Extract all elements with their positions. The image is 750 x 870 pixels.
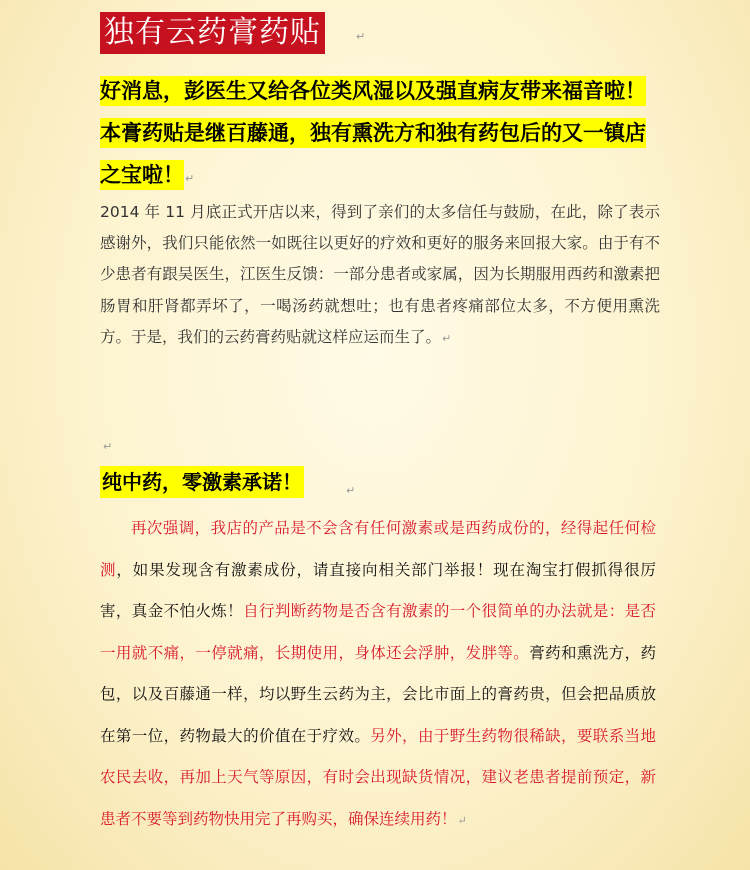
paragraph-mark: ↵ xyxy=(185,172,195,185)
paragraph-mark: ↵ xyxy=(103,440,113,453)
promise-text-black-2: 膏药和熏洗方，药包，以及百藤通一样，均以野生云药为主，会比市面上的膏药贵，但会把品质放在第一位，药物最大的价值在于疗效。 xyxy=(100,643,656,745)
page-title: 独有云药膏药贴 xyxy=(100,12,325,54)
paragraph-mark: ↵ xyxy=(457,813,467,827)
promise-paragraph xyxy=(100,508,656,841)
promise-text-red-3: 另外，由于野生药物很稀缺，要联系当地农民去收，再加上天气等原因，有时会出现缺货情况，建议老患者提前预定，新患者不要等到药物快用完了再购买，确保连续用药！ xyxy=(100,726,656,828)
promise-text-red-1: 再次强调，我店的产品是不会含有任何激素或是西药成份的，经得起任何检测 xyxy=(100,519,656,579)
intro-paragraph xyxy=(100,197,660,354)
headline xyxy=(100,70,660,200)
section-heading: 纯中药，零激素承诺！ xyxy=(100,466,304,498)
paragraph-mark: ↵ xyxy=(442,331,452,345)
intro-text: 2014 年 11 月底正式开店以来，得到了亲们的太多信任与鼓励，在此，除了表示感谢外，我们只能依然一如既往以更好的疗效和更好的服务来回报大家。由于有不少患者有跟吴医生，江医生反馈：一部分患者或家属，因为长期服用西药和激素把肠胃和肝肾都弄坏了，一喝汤药就想吐；也有患者疼痛部位太多，不方便用熏洗方。于是，我们的云药膏药贴就这样应运而生了。 xyxy=(100,203,660,346)
headline-text: 好消息，彭医生又给各位类风湿以及强直病友带来福音啦！本膏药贴是继百藤通，独有熏洗方和独有药包后的又一镇店之宝啦！ xyxy=(100,76,646,190)
promise-text-red-2: 自行判断药物是否含有激素的一个很简单的办法就是：是否一用就不痛，一停就痛，长期使用，身体还会浮肿，发胖等。 xyxy=(100,602,656,662)
paragraph-mark: ↵ xyxy=(346,484,356,497)
paragraph-mark: ↵ xyxy=(356,30,366,43)
promise-text-black-1: ，如果发现含有激素成份，请直接向相关部门举报！现在淘宝打假抓得很厉害，真金不怕火炼！ xyxy=(100,560,656,620)
